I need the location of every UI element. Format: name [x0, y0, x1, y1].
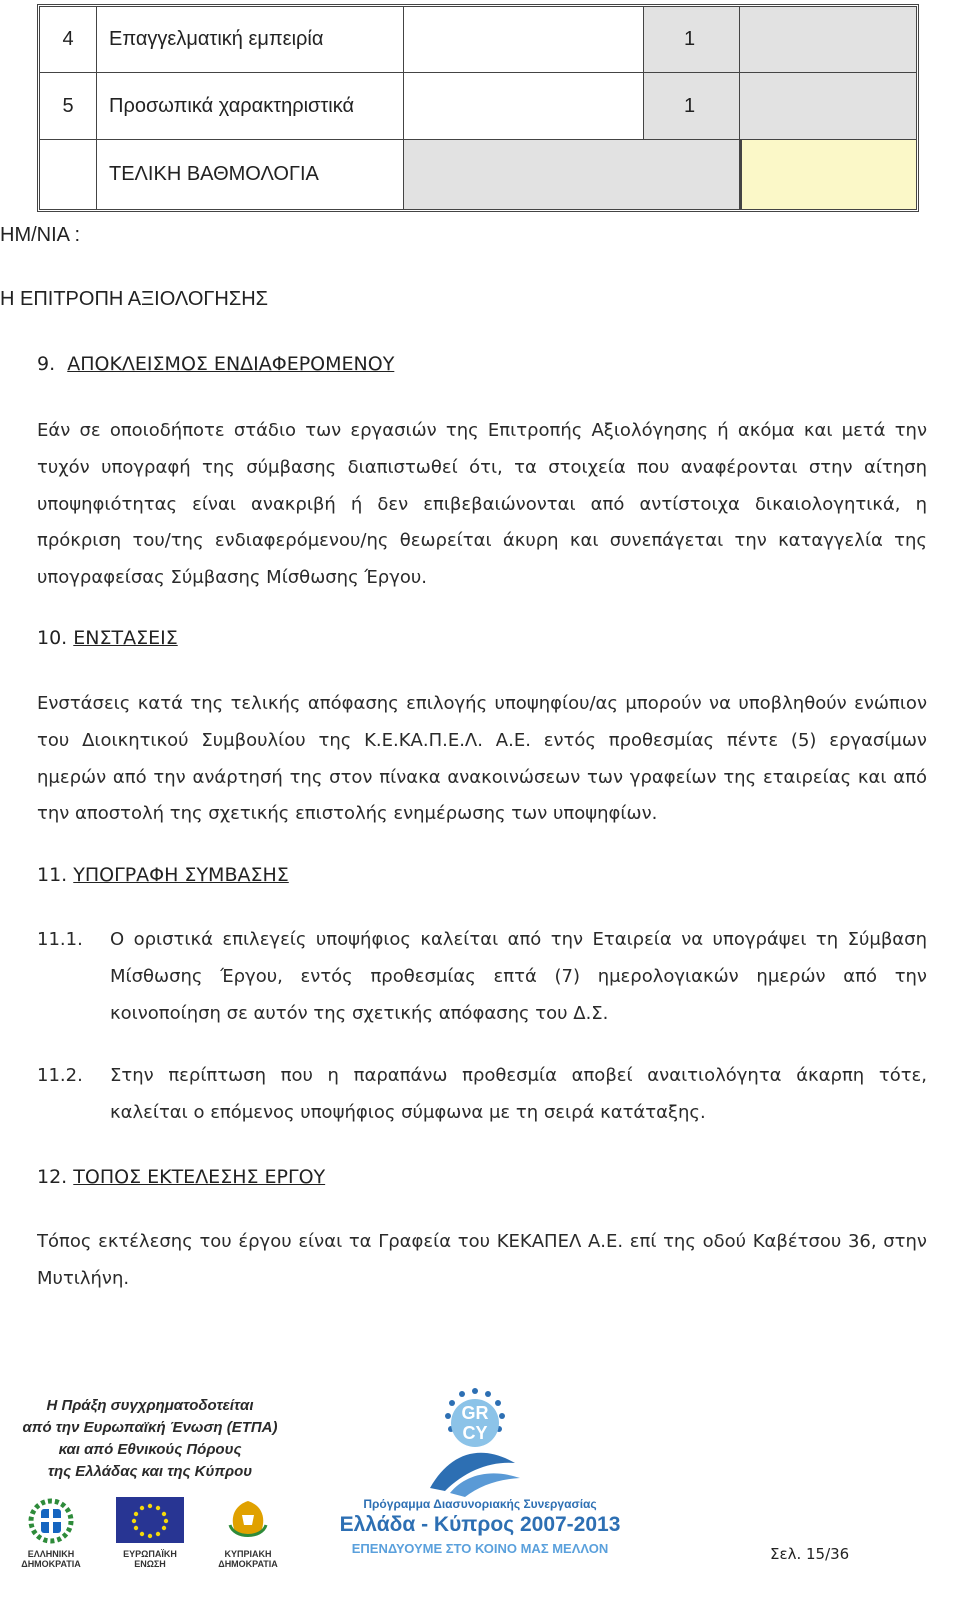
item-number-11-1: 11.1. [37, 929, 83, 950]
program-line-1: Πρόγραμμα Διασυνοριακής Συνεργασίας [363, 1497, 597, 1511]
table-cell-score [740, 73, 916, 140]
table-cell-weight [644, 73, 740, 140]
section-heading-9 [37, 353, 394, 375]
program-line-3: ΕΠΕΝΔΥΟΥΜΕ ΣΤΟ ΚΟΙΝΟ ΜΑΣ ΜΕΛΛΟΝ [351, 1541, 609, 1556]
paragraph-line: κοινοποίηση σε αυτόν της σχετικής απόφασης του Δ.Σ. [110, 1002, 609, 1024]
paragraph-line: υποψηφιότητας είναι ανακριβή ή δεν επιβεβαιώνονται από αντίστοιχα δικαιολογητικά, η [37, 493, 927, 515]
paragraph-line: την αποστολή της σχετικής επιστολής ενημέρωσης των υποψηφίων. [37, 803, 658, 825]
criterion-label: Προσωπικά χαρακτηριστικά [109, 94, 355, 117]
paragraph-line: ημερών από την ανάρτησή της στον πίνακα ανακοινώσεων των γραφείων της εταιρείας και από [37, 766, 927, 788]
table-cell-criterion [97, 73, 404, 140]
weight-value: 1 [684, 94, 696, 117]
final-score-cell [740, 140, 916, 209]
logo-caption: ΕΛΛΗΝΙΚΗ ΔΗΜΟΚΡΑΤΙΑ [21, 1549, 81, 1569]
cofunding-line: Η Πράξη συγχρηματοδοτείται [46, 1397, 254, 1414]
section-title: ΕΝΣΤΑΣΕΙΣ [73, 627, 178, 649]
section-9-paragraph [37, 413, 927, 597]
row-number: 4 [62, 28, 74, 50]
paragraph-line: Εάν σε οποιοδήποτε στάδιο των εργασιών της Επιτροπής Αξιολόγησης ή ακόμα και μετά την [37, 420, 927, 441]
table-cell-empty [404, 7, 644, 73]
paragraph-line: πρόκριση του/της ενδιαφερόμενου/ης θεωρείται άκυρη και συνεπάγεται την καταγγελία της [37, 530, 927, 552]
cofunding-line: και από Εθνικούς Πόρους [58, 1441, 242, 1458]
item-11-1-paragraph [110, 922, 927, 1032]
cyprus-republic-logo [200, 1495, 296, 1569]
paragraph-line: Ενστάσεις κατά της τελικής απόφασης επιλογής υποψηφίου/ας μπορούν να υποβληθούν ενώπιον [37, 693, 927, 714]
committee-label: Η ΕΠΙΤΡΟΠΗ ΑΞΙΟΛΟΓΗΣΗΣ [0, 288, 269, 310]
program-line-2: Ελλάδα - Κύπρος 2007-2013 [339, 1513, 621, 1536]
paragraph-line: καλείται ο επόμενος υποψήφιος σύμφωνα με τη σειρά κατάταξης. [110, 1101, 706, 1123]
table-cell-number [40, 73, 97, 140]
logo-letters: CY [462, 1423, 488, 1443]
row-number: 5 [62, 94, 74, 117]
greek-republic-logo [8, 1495, 94, 1569]
grcy-emblem-icon [420, 1383, 530, 1498]
table-cell-empty [404, 73, 644, 140]
section-number: 12. [37, 1166, 68, 1188]
section-title: ΤΟΠΟΣ ΕΚΤΕΛΕΣΗΣ ΕΡΓΟΥ [73, 1166, 326, 1188]
paragraph-line: Ο οριστικά επιλεγείς υποψήφιος καλείται από την Εταιρεία να υπογράψει τη Σύμβαση [110, 929, 927, 950]
paragraph-line: Τόπος εκτέλεσης του έργου είναι τα Γραφεία του ΚΕΚΑΠΕΛ Α.Ε. επί της οδού Καβέτσου 36, στην [37, 1231, 927, 1252]
section-number: 9. [37, 353, 56, 375]
logo-caption: ΚΥΠΡΙΑΚΗ ΔΗΜΟΚΡΑΤΙΑ [218, 1549, 278, 1569]
paragraph-line: Στην περίπτωση που η παραπάνω προθεσμία αποβεί αναιτιολόγητα άκαρπη τότε, [110, 1065, 927, 1086]
scoring-table [37, 4, 919, 212]
logo-letters: GR [461, 1403, 489, 1423]
weight-value: 1 [684, 28, 696, 50]
greek-emblem-icon [8, 1495, 94, 1545]
logo-caption: ΕΥΡΩΠΑΪΚΗ ΕΝΩΣΗ [123, 1549, 177, 1569]
item-11-2-paragraph [110, 1058, 927, 1132]
item-number-11-2: 11.2. [37, 1065, 83, 1086]
section-title: ΑΠΟΚΛΕΙΣΜΟΣ ΕΝΔΙΑΦΕΡΟΜΕΝΟΥ [67, 353, 395, 375]
eu-flag-icon [108, 1497, 192, 1545]
table-cell-weight [644, 7, 740, 73]
section-10-paragraph [37, 686, 927, 833]
table-cell-number [40, 7, 97, 73]
section-heading-11 [37, 864, 289, 886]
paragraph-line: του Διοικητικού Συμβουλίου της Κ.Ε.ΚΑ.Π.Ε.Λ. Α.Ε. εντός προθεσμίας πέντε (5) εργασίμων [37, 729, 927, 751]
paragraph-line: Μυτιλήνη. [37, 1267, 130, 1289]
criterion-label: Επαγγελματική εμπειρία [109, 28, 324, 50]
paragraph-line: υπογραφείσας Σύμβασης Μίσθωσης Έργου. [37, 567, 428, 589]
table-cell-number [40, 140, 97, 209]
date-label: ΗΜ/ΝΙΑ : [0, 224, 81, 246]
section-title: ΥΠΟΓΡΑΦΗ ΣΥΜΒΑΣΗΣ [73, 864, 289, 886]
page-number: Σελ. 15/36 [770, 1545, 850, 1563]
section-heading-10 [37, 627, 178, 649]
table-cell-total-label [97, 140, 404, 209]
grcy-program-logo [420, 1383, 530, 1498]
paragraph-line: Μίσθωσης Έργου, εντός προθεσμίας επτά (7) ημερολογιακών ημερών από την [110, 965, 927, 987]
section-heading-12 [37, 1166, 325, 1188]
cyprus-emblem-icon [200, 1495, 296, 1545]
table-cell-criterion [97, 7, 404, 73]
cofunding-statement [20, 1395, 280, 1483]
cofunding-line: της Ελλάδας και της Κύπρου [47, 1463, 253, 1480]
cofunding-line: από την Ευρωπαϊκή Ένωση (ΕΤΠΑ) [22, 1419, 278, 1436]
final-score-label: ΤΕΛΙΚΗ ΒΑΘΜΟΛΟΓΙΑ [109, 163, 319, 185]
table-cell-empty [404, 140, 740, 209]
table-cell-score [740, 7, 916, 73]
section-number: 11. [37, 864, 68, 886]
eu-logo [108, 1497, 192, 1569]
section-12-paragraph [37, 1224, 927, 1298]
section-number: 10. [37, 627, 68, 649]
paragraph-line: τυχόν υπογραφή της σύμβασης διαπιστωθεί ότι, τα στοιχεία που αναφέρονται στην αίτηση [37, 456, 927, 478]
